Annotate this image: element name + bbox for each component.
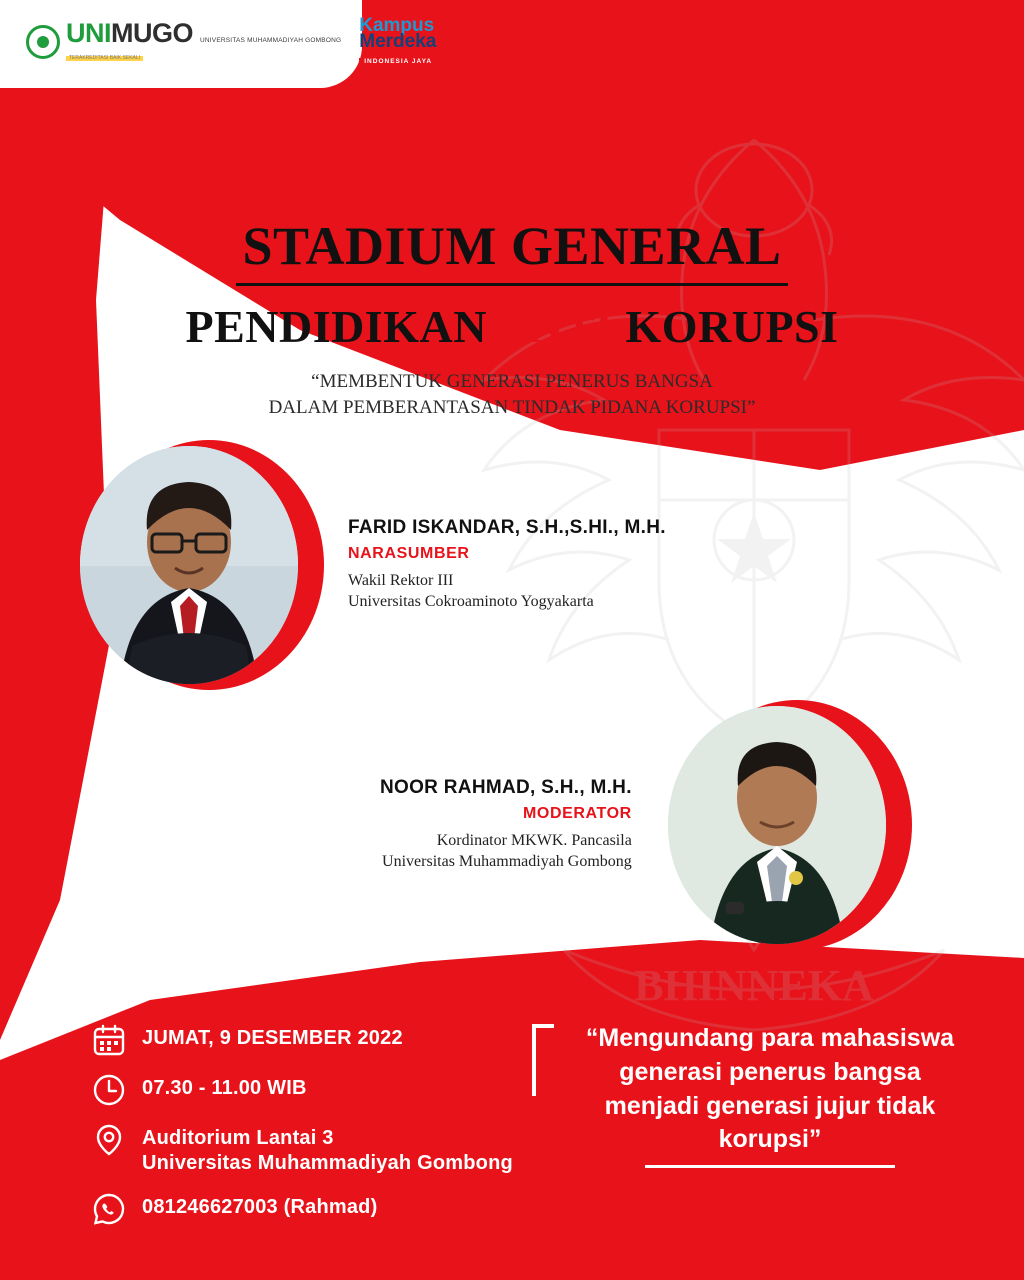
tagline-line-1: “MEMBENTUK GENERASI PENERUS BANGSA	[311, 371, 713, 392]
info-row-contact	[92, 1192, 522, 1226]
quote-underline	[645, 1165, 895, 1168]
info-location-text	[142, 1123, 513, 1176]
unimugo-wordmark	[66, 20, 341, 63]
info-location-line-2: Universitas Muhammadiyah Gombong	[142, 1152, 513, 1174]
speaker-affiliation-line-1: Kordinator MKWK. Pancasila	[436, 832, 632, 850]
speaker-card-moderator	[370, 700, 898, 950]
unimugo-logo	[26, 20, 341, 63]
kampus-merdeka-line1: Kampus	[359, 15, 435, 36]
info-row-date	[92, 1023, 522, 1057]
speaker-card-narasumber	[80, 440, 676, 690]
info-row-location	[92, 1123, 522, 1176]
unimugo-name-prefix: UNI	[66, 18, 111, 48]
speaker-role: MODERATOR	[522, 805, 632, 823]
tagline-line-2: DALAM PEMBERANTASAN TINDAK PIDANA KORUPSI”	[268, 396, 756, 418]
speaker-role: NARASUMBER	[348, 545, 470, 563]
invitation-quote	[560, 1022, 980, 1168]
quote-line-2: generasi penerus bangsa	[619, 1057, 921, 1086]
unimugo-subtitle: UNIVERSITAS MUHAMMADIYAH GOMBONG	[200, 37, 342, 44]
info-contact-text: 081246627003 (Rahmad)	[142, 1196, 378, 1218]
page-title: STADIUM GENERAL	[236, 215, 787, 286]
clock-icon	[92, 1073, 126, 1107]
speaker-affiliation-line-1: Wakil Rektor III	[348, 572, 454, 590]
info-time-text: 07.30 - 11.00 WIB	[142, 1077, 307, 1099]
subtitle-before: PENDIDIKAN	[185, 301, 497, 352]
info-row-time	[92, 1073, 522, 1107]
calendar-icon	[92, 1023, 126, 1057]
speaker-affiliation	[348, 571, 666, 613]
page-subtitle	[0, 300, 1024, 353]
unimugo-mark-icon	[26, 25, 60, 59]
quote-bracket	[532, 1024, 536, 1096]
kampus-merdeka-line2: Merdeka	[359, 31, 437, 52]
whatsapp-icon	[92, 1192, 126, 1226]
info-date-text: JUMAT, 9 DESEMBER 2022	[142, 1027, 403, 1049]
speaker-photo-frame	[80, 440, 310, 690]
speaker-affiliation-line-2: Universitas Cokroaminoto Yogyakarta	[348, 593, 594, 610]
speaker-text-moderator	[370, 777, 642, 873]
speaker-affiliation-line-2: Universitas Muhammadiyah Gombong	[382, 853, 632, 870]
kampus-merdeka-tag: INDONESIA JAYA	[359, 58, 437, 67]
quote-line-3: menjadi generasi jujur tidak korupsi”	[604, 1091, 936, 1154]
speaker-affiliation	[380, 831, 632, 873]
unimugo-name-suffix: MUGO	[111, 18, 193, 48]
speaker-photo-noor	[668, 706, 886, 944]
location-pin-icon	[92, 1123, 126, 1157]
subtitle-after: KORUPSI	[613, 301, 839, 352]
unimugo-subtitle2: TERAKREDITASI BAIK SEKALI	[66, 56, 143, 61]
title-block	[0, 215, 1024, 420]
kampus-merdeka-logo	[359, 16, 437, 67]
speaker-photo-frame	[668, 700, 898, 950]
info-location-line-1: Auditorium Lantai 3	[142, 1127, 334, 1149]
quote-text	[560, 1022, 980, 1157]
event-info-list	[92, 1023, 522, 1242]
subtitle-accent: ANTI	[496, 301, 614, 352]
speaker-text-narasumber	[338, 517, 676, 613]
logo-row	[26, 16, 437, 67]
quote-line-1: “Mengundang para mahasiswa	[585, 1024, 955, 1052]
speaker-name: FARID ISKANDAR, S.H.,S.HI., M.H.	[348, 517, 666, 539]
speaker-name: NOOR RAHMAD, S.H., M.H.	[380, 777, 632, 799]
speaker-photo-farid	[80, 446, 298, 684]
tagline	[0, 369, 1024, 420]
